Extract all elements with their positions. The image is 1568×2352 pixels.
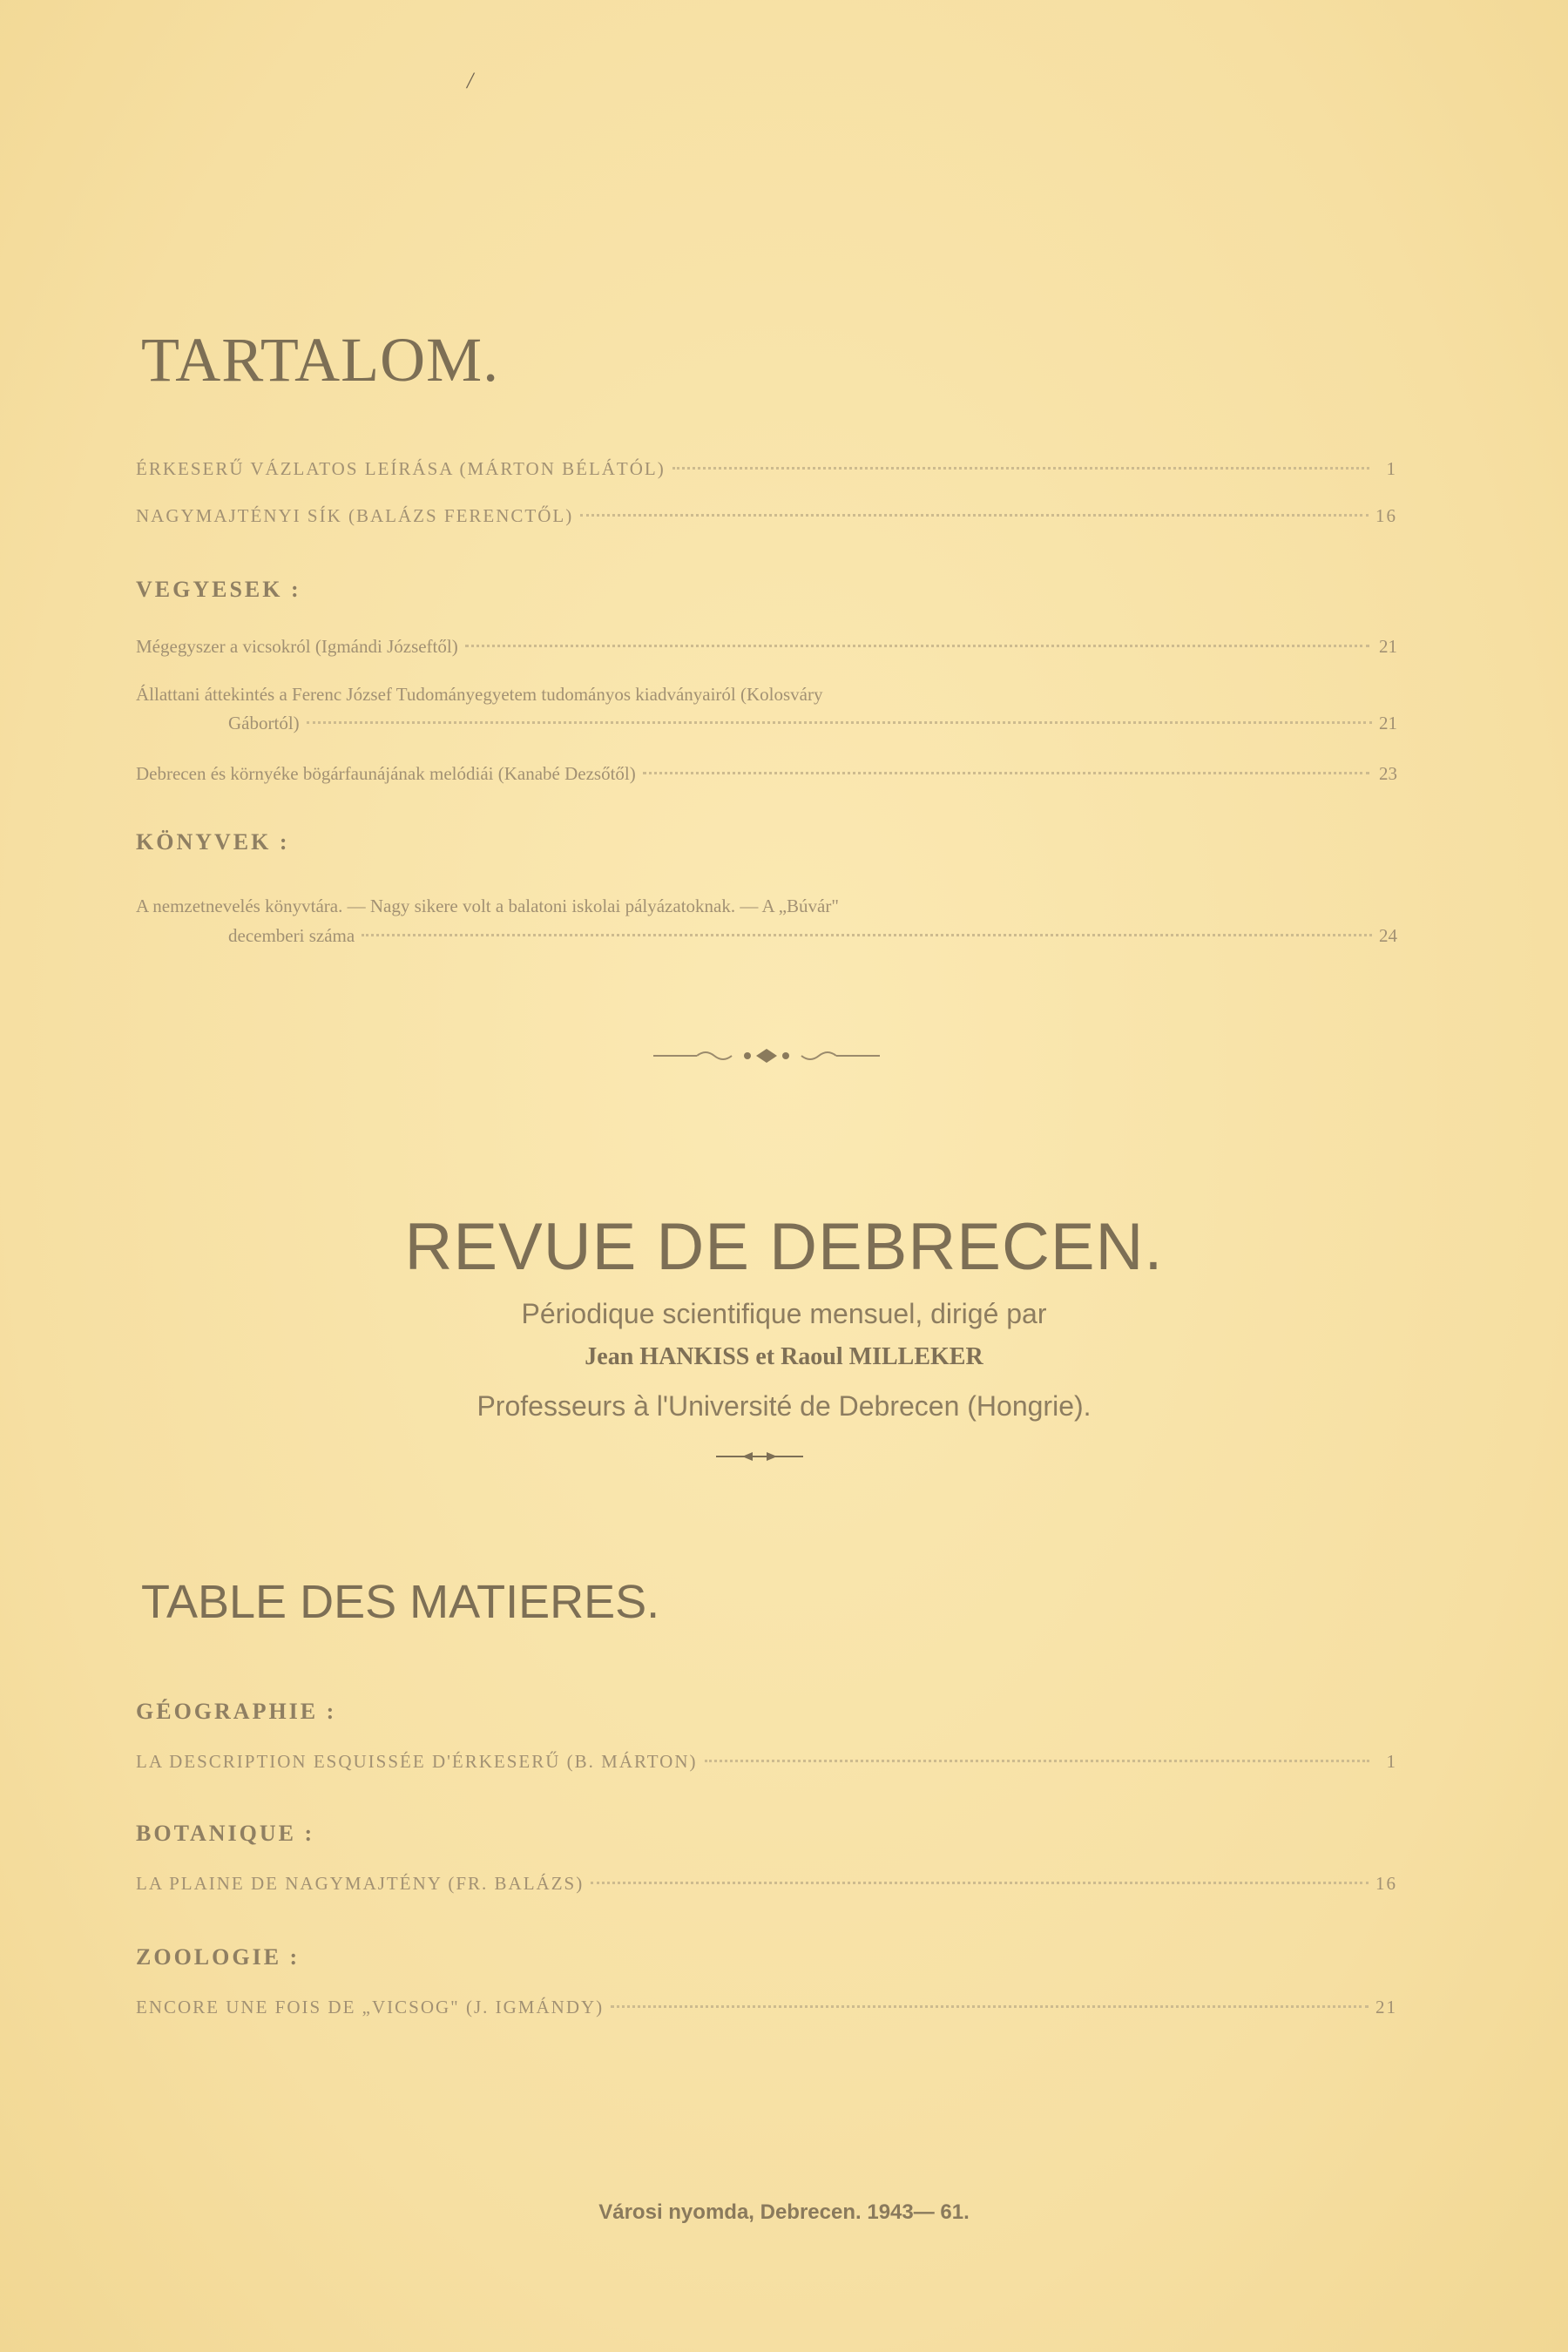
toc-entry-continuation bbox=[228, 925, 1397, 947]
toc-entry-title: NAGYMAJTÉNYI SÍK (BALÁZS FERENCTŐL) bbox=[136, 505, 574, 526]
toc-entry-page: 16 bbox=[1375, 505, 1397, 526]
leader-dots bbox=[465, 645, 1369, 647]
toc-entry-title-cont: decemberi száma bbox=[228, 925, 355, 946]
toc-entry-title: LA DESCRIPTION ESQUISSÉE D'ÉRKESERŰ (B. MÁRTON) bbox=[136, 1751, 698, 1772]
toc-entry bbox=[136, 684, 1397, 706]
toc-entry-continuation bbox=[228, 713, 1397, 734]
toc-entry-title: Debrecen és környéke bögárfaunájának melódiái (Kanabé Dezsőtől) bbox=[136, 763, 636, 784]
revue-title: REVUE DE DEBRECEN. bbox=[404, 1210, 1164, 1284]
toc-entry-page: 23 bbox=[1379, 763, 1397, 784]
leader-dots bbox=[307, 721, 1372, 724]
toc-entry-title: ÉRKESERŰ VÁZLATOS LEÍRÁSA (MÁRTON BÉLÁTÓL) bbox=[136, 458, 666, 479]
toc-entry bbox=[136, 458, 1397, 480]
tartalom-heading: TARTALOM. bbox=[141, 325, 500, 395]
leader-dots bbox=[611, 2005, 1369, 2008]
ornament-divider bbox=[645, 1045, 889, 1066]
toc-entry-title: Állattani áttekintés a Ferenc József Tudományegyetem tudományos kiadványairól (Kolosváry bbox=[136, 684, 823, 705]
toc-entry-title: ENCORE UNE FOIS DE „VICSOG" (J. IGMÁNDY) bbox=[136, 1997, 605, 2017]
section-label-botanique: BOTANIQUE : bbox=[136, 1821, 315, 1846]
leader-dots bbox=[362, 934, 1372, 936]
toc-entry bbox=[136, 763, 1397, 785]
revue-affiliation: Professeurs à l'Université de Debrecen (Hongrie). bbox=[476, 1390, 1092, 1422]
toc-entry bbox=[136, 1873, 1397, 1895]
toc-entry bbox=[136, 1997, 1397, 2018]
printer-footer: Városi nyomda, Debrecen. 1943— 61. bbox=[598, 2200, 970, 2224]
pencil-mark: / bbox=[467, 68, 474, 93]
toc-entry-page: 21 bbox=[1375, 1997, 1397, 2017]
toc-entry-page: 1 bbox=[1386, 458, 1397, 479]
section-label-konyvek: KÖNYVEK : bbox=[136, 829, 290, 855]
dash-ornament bbox=[716, 1450, 803, 1463]
toc-entry-title: A nemzetnevelés könyvtára. — Nagy sikere volt a balatoni iskolai pályázatoknak. — A „Búvár" bbox=[136, 896, 839, 916]
section-label-geographie: GÉOGRAPHIE : bbox=[136, 1699, 337, 1724]
toc-entry-page: 16 bbox=[1375, 1873, 1397, 1894]
section-label-vegyesek: VEGYESEK : bbox=[136, 577, 301, 602]
leader-dots bbox=[705, 1760, 1369, 1762]
toc-entry bbox=[136, 636, 1397, 658]
toc-entry-page: 1 bbox=[1386, 1751, 1397, 1772]
toc-entry-page: 21 bbox=[1379, 713, 1397, 733]
leader-dots bbox=[643, 772, 1369, 774]
leader-dots bbox=[580, 514, 1369, 517]
toc-entry-title: LA PLAINE DE NAGYMAJTÉNY (FR. BALÁZS) bbox=[136, 1873, 585, 1894]
toc-entry bbox=[136, 505, 1397, 527]
table-des-matieres-heading: TABLE DES MATIERES. bbox=[141, 1576, 660, 1628]
leader-dots bbox=[672, 467, 1369, 470]
section-label-zoologie: ZOOLOGIE : bbox=[136, 1944, 301, 1970]
toc-entry-title-cont: Gábortól) bbox=[228, 713, 300, 733]
revue-editors: Jean HANKISS et Raoul MILLEKER bbox=[585, 1343, 983, 1370]
leader-dots bbox=[591, 1882, 1369, 1884]
toc-entry-page: 21 bbox=[1379, 636, 1397, 657]
revue-subtitle: Périodique scientifique mensuel, dirigé par bbox=[521, 1298, 1047, 1329]
toc-entry-page: 24 bbox=[1379, 925, 1397, 946]
toc-entry-title: Mégegyszer a vicsokról (Igmándi Józseftől) bbox=[136, 636, 458, 657]
toc-entry bbox=[136, 896, 1397, 917]
toc-entry bbox=[136, 1751, 1397, 1773]
